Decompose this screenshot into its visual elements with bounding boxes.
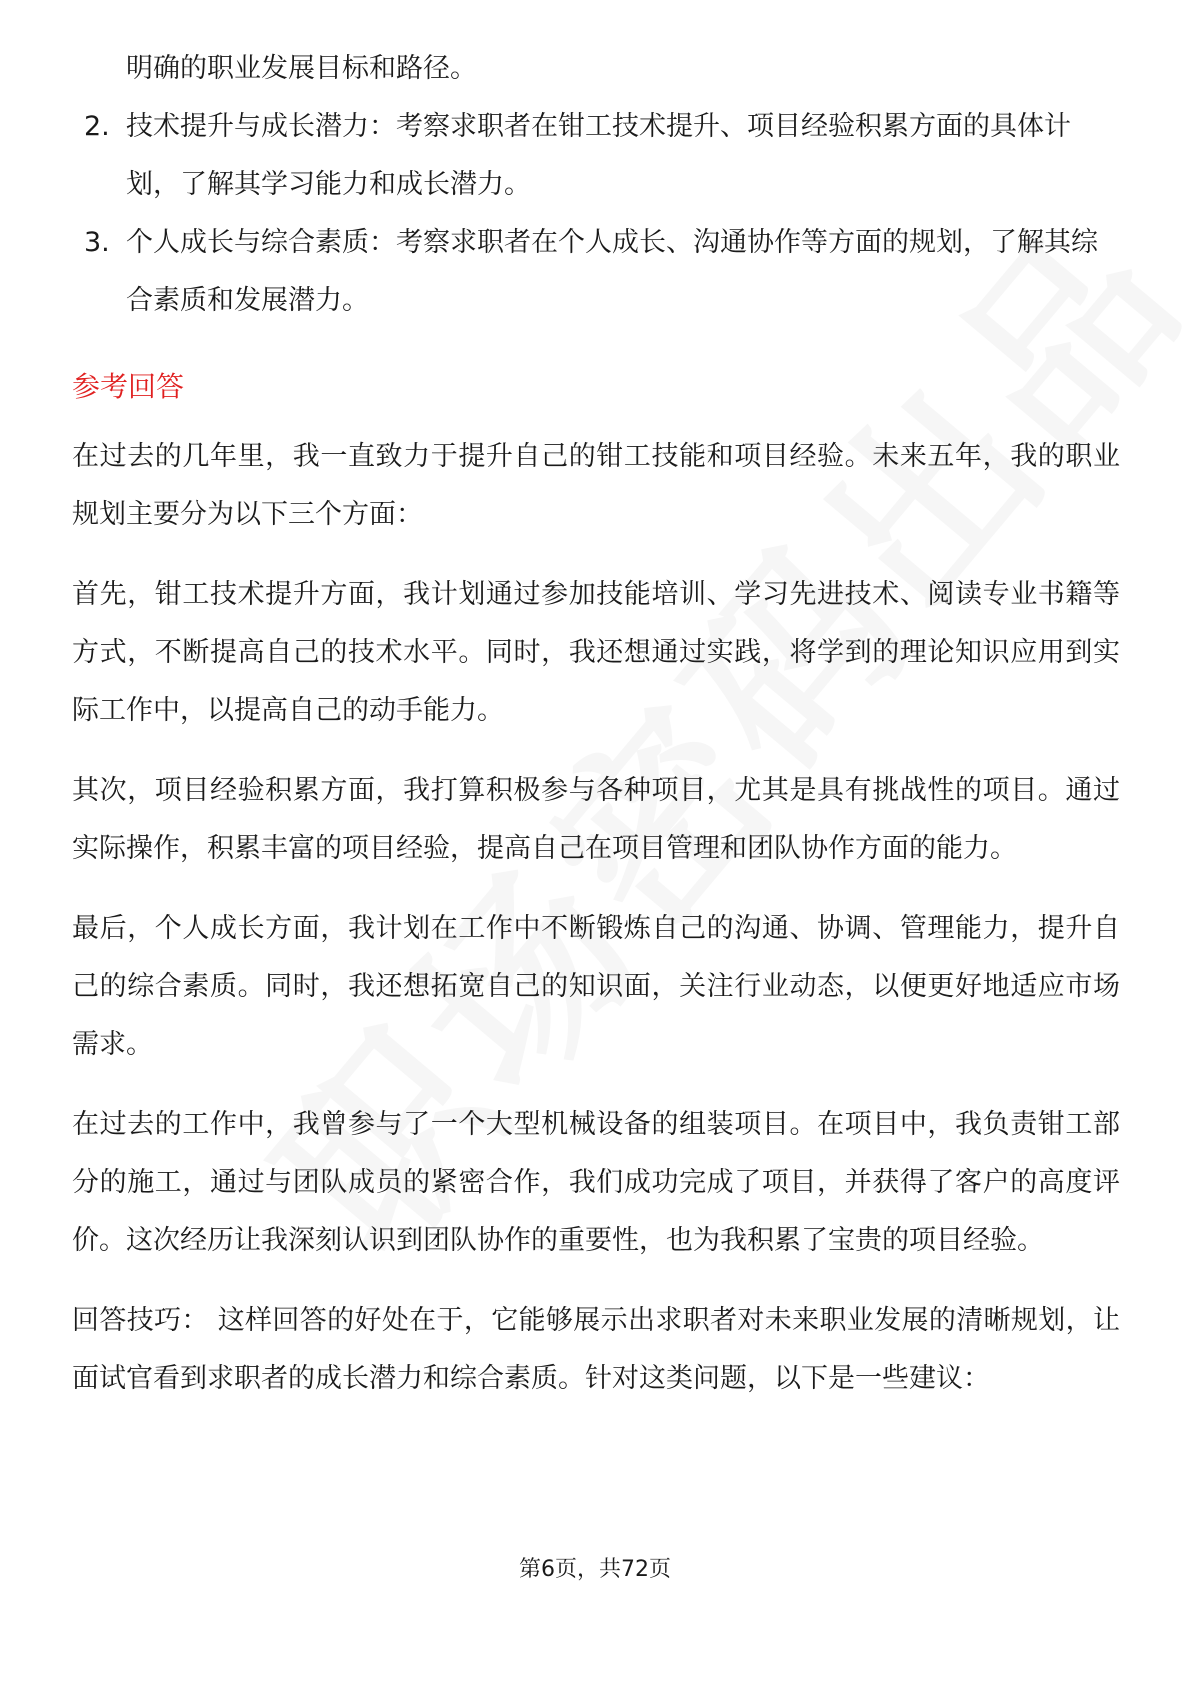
list-item-continuation: 明确的职业发展目标和路径。 (126, 53, 477, 84)
list-item (72, 214, 1120, 330)
section-heading: 参考回答 (72, 370, 185, 403)
answer-paragraph: 在过去的几年里，我一直致力于提升自己的钳工技能和项目经验。未来五年，我的职业规划主要分为以下三个方面： (72, 441, 1120, 530)
list-item-text: 个人成长与综合素质：考察求职者在个人成长、沟通协作等方面的规划，了解其综合素质和发展潜力。 (126, 227, 1098, 316)
page-number: 第6页，共72页 (519, 1557, 671, 1582)
criteria-list (72, 98, 1120, 330)
tips-paragraph: 回答技巧： 这样回答的好处在于，它能够展示出求职者对未来职业发展的清晰规划，让面试官看到求职者的成长潜力和综合素质。针对这类问题，以下是一些建议： (72, 1305, 1120, 1394)
answer-paragraph: 其次，项目经验积累方面，我打算积极参与各种项目，尤其是具有挑战性的项目。通过实际操作，积累丰富的项目经验，提高自己在项目管理和团队协作方面的能力。 (72, 775, 1120, 864)
answer-paragraph: 首先，钳工技术提升方面，我计划通过参加技能培训、学习先进技术、阅读专业书籍等方式，不断提高自己的技术水平。同时，我还想通过实践，将学到的理论知识应用到实际工作中，以提高自己的动手能力。 (72, 579, 1120, 726)
list-item-text: 技术提升与成长潜力：考察求职者在钳工技术提升、项目经验积累方面的具体计划，了解其学习能力和成长潜力。 (126, 111, 1071, 200)
list-item-number: 3. (84, 227, 110, 258)
list-item-number: 2. (84, 111, 110, 142)
answer-paragraph: 在过去的工作中，我曾参与了一个大型机械设备的组装项目。在项目中，我负责钳工部分的施工，通过与团队成员的紧密合作，我们成功完成了项目，并获得了客户的高度评价。这次经历让我深刻认识到团队协作的重要性，也为我积累了宝贵的项目经验。 (72, 1109, 1120, 1256)
list-item (72, 98, 1120, 214)
page-content (72, 40, 1120, 1408)
answer-paragraph: 最后，个人成长方面，我计划在工作中不断锻炼自己的沟通、协调、管理能力，提升自己的综合素质。同时，我还想拓宽自己的知识面，关注行业动态，以便更好地适应市场需求。 (72, 913, 1120, 1060)
